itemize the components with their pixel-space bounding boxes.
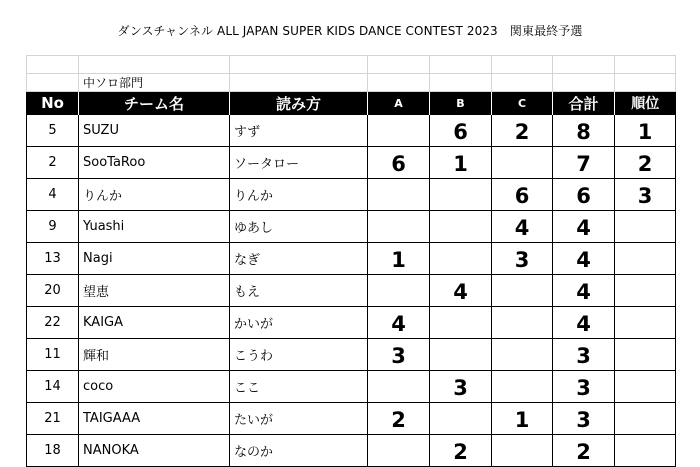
cell-score-a: 2 <box>368 403 430 435</box>
table-row <box>27 211 676 243</box>
table-row <box>27 115 676 147</box>
table-row <box>27 147 676 179</box>
cell-score-b: 1 <box>430 147 492 179</box>
section-label: 中ソロ部門 <box>79 74 230 92</box>
cell-team: TAIGAAA <box>79 403 230 435</box>
table-row <box>27 435 676 467</box>
cell-score-b <box>430 211 492 243</box>
cell-no: 9 <box>27 211 79 243</box>
cell-team: NANOKA <box>79 435 230 467</box>
cell-score-c: 1 <box>492 403 553 435</box>
cell-no: 20 <box>27 275 79 307</box>
cell-total: 4 <box>553 243 615 275</box>
cell-score-c <box>492 307 553 339</box>
table-row <box>27 403 676 435</box>
cell-score-c <box>492 147 553 179</box>
cell-score-a <box>368 115 430 147</box>
cell-total: 4 <box>553 211 615 243</box>
cell-no: 14 <box>27 371 79 403</box>
header-row <box>27 92 676 115</box>
table-row <box>27 275 676 307</box>
cell-score-b: 2 <box>430 435 492 467</box>
cell-reading: なのか <box>230 435 368 467</box>
cell-score-c: 3 <box>492 243 553 275</box>
cell-score-a: 1 <box>368 243 430 275</box>
cell-reading: ソータロー <box>230 147 368 179</box>
cell-score-b <box>430 179 492 211</box>
cell-score-a <box>368 179 430 211</box>
table-row <box>27 339 676 371</box>
cell-score-b <box>430 243 492 275</box>
cell-reading: かいが <box>230 307 368 339</box>
cell-team: KAIGA <box>79 307 230 339</box>
cell-no: 13 <box>27 243 79 275</box>
document-title: ダンスチャンネル ALL JAPAN SUPER KIDS DANCE CONTEST 2023 関東最終予選 <box>117 24 583 38</box>
cell-score-b: 3 <box>430 371 492 403</box>
cell-no: 5 <box>27 115 79 147</box>
header-reading: 読み方 <box>230 92 368 115</box>
cell-score-c: 6 <box>492 179 553 211</box>
cell-team: Yuashi <box>79 211 230 243</box>
header-total: 合計 <box>553 92 615 115</box>
cell-team: SooTaRoo <box>79 147 230 179</box>
cell-total: 7 <box>553 147 615 179</box>
cell-reading: ゆあし <box>230 211 368 243</box>
cell-no: 2 <box>27 147 79 179</box>
cell-score-b <box>430 339 492 371</box>
header-no: No <box>27 92 79 115</box>
cell-no: 22 <box>27 307 79 339</box>
cell-score-c <box>492 339 553 371</box>
cell-score-c: 4 <box>492 211 553 243</box>
cell-total: 3 <box>553 371 615 403</box>
header-a: A <box>368 92 430 115</box>
cell-score-b <box>430 307 492 339</box>
cell-total: 8 <box>553 115 615 147</box>
cell-total: 4 <box>553 307 615 339</box>
table-row <box>27 371 676 403</box>
cell-reading: りんか <box>230 179 368 211</box>
cell-reading: たいが <box>230 403 368 435</box>
cell-score-a: 3 <box>368 339 430 371</box>
cell-rank <box>615 211 676 243</box>
cell-no: 11 <box>27 339 79 371</box>
cell-score-c <box>492 371 553 403</box>
cell-reading: なぎ <box>230 243 368 275</box>
cell-score-b: 4 <box>430 275 492 307</box>
header-team: チーム名 <box>79 92 230 115</box>
header-rank: 順位 <box>615 92 676 115</box>
cell-team: Nagi <box>79 243 230 275</box>
cell-rank <box>615 371 676 403</box>
cell-total: 4 <box>553 275 615 307</box>
cell-reading: すず <box>230 115 368 147</box>
cell-no: 21 <box>27 403 79 435</box>
cell-rank: 1 <box>615 115 676 147</box>
cell-score-c <box>492 435 553 467</box>
cell-team: りんか <box>79 179 230 211</box>
cell-reading: もえ <box>230 275 368 307</box>
cell-score-b <box>430 403 492 435</box>
cell-score-c: 2 <box>492 115 553 147</box>
cell-total: 6 <box>553 179 615 211</box>
cell-score-a <box>368 275 430 307</box>
section-row <box>27 74 676 92</box>
cell-rank <box>615 275 676 307</box>
cell-score-b: 6 <box>430 115 492 147</box>
cell-rank <box>615 403 676 435</box>
cell-score-a: 4 <box>368 307 430 339</box>
cell-score-a: 6 <box>368 147 430 179</box>
cell-no: 4 <box>27 179 79 211</box>
cell-rank <box>615 435 676 467</box>
cell-reading: こうわ <box>230 339 368 371</box>
cell-team: SUZU <box>79 115 230 147</box>
cell-rank <box>615 307 676 339</box>
cell-total: 2 <box>553 435 615 467</box>
cell-reading: ここ <box>230 371 368 403</box>
cell-rank <box>615 243 676 275</box>
cell-total: 3 <box>553 339 615 371</box>
cell-rank: 2 <box>615 147 676 179</box>
blank-row <box>27 56 676 74</box>
results-table <box>26 55 676 467</box>
cell-score-a <box>368 211 430 243</box>
table-row <box>27 179 676 211</box>
cell-score-a <box>368 435 430 467</box>
table-row <box>27 307 676 339</box>
header-b: B <box>430 92 492 115</box>
cell-team: 輝和 <box>79 339 230 371</box>
cell-team: coco <box>79 371 230 403</box>
cell-total: 3 <box>553 403 615 435</box>
cell-team: 望恵 <box>79 275 230 307</box>
cell-score-c <box>492 275 553 307</box>
cell-score-a <box>368 371 430 403</box>
table-row <box>27 243 676 275</box>
cell-rank: 3 <box>615 179 676 211</box>
cell-rank <box>615 339 676 371</box>
header-c: C <box>492 92 553 115</box>
cell-no: 18 <box>27 435 79 467</box>
